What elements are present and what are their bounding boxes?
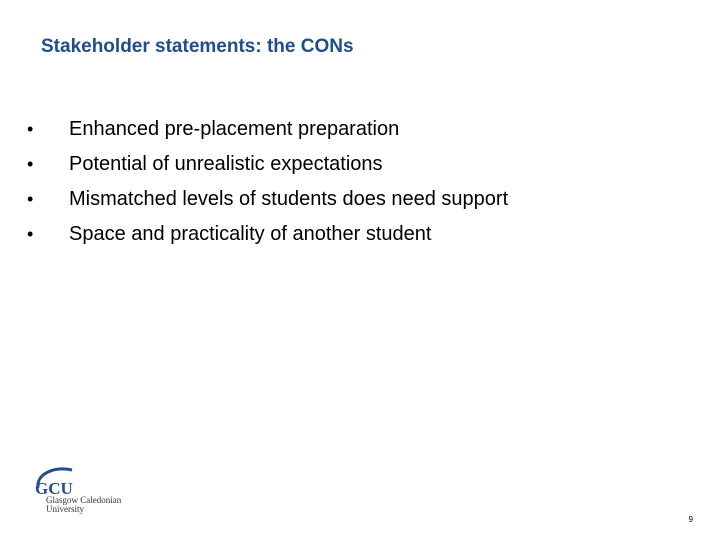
page-number: 9 [688,515,693,524]
slide-title: Stakeholder statements: the CONs [41,36,354,57]
logo-line-1: Glasgow Caledonian [46,495,122,505]
bullet-item [27,182,508,217]
bullet-text: Potential of unrealistic expectations [69,153,383,175]
bullet-item [27,147,508,182]
bullet-icon: • [27,224,34,244]
bullet-text: Enhanced pre-placement preparation [69,118,400,140]
bullet-item [27,112,508,147]
bullet-text: Mismatched levels of students does need support [69,188,509,210]
logo-line-2: University [46,504,84,514]
bullet-icon: • [27,154,34,174]
logo-mark: GCU [35,479,73,498]
university-logo [32,466,142,516]
bullet-icon: • [27,119,34,139]
gcu-logo-icon [32,466,142,516]
bullet-list [27,112,508,252]
bullet-text: Space and practicality of another student [69,223,432,245]
bullet-item [27,217,508,252]
bullet-icon: • [27,189,34,209]
